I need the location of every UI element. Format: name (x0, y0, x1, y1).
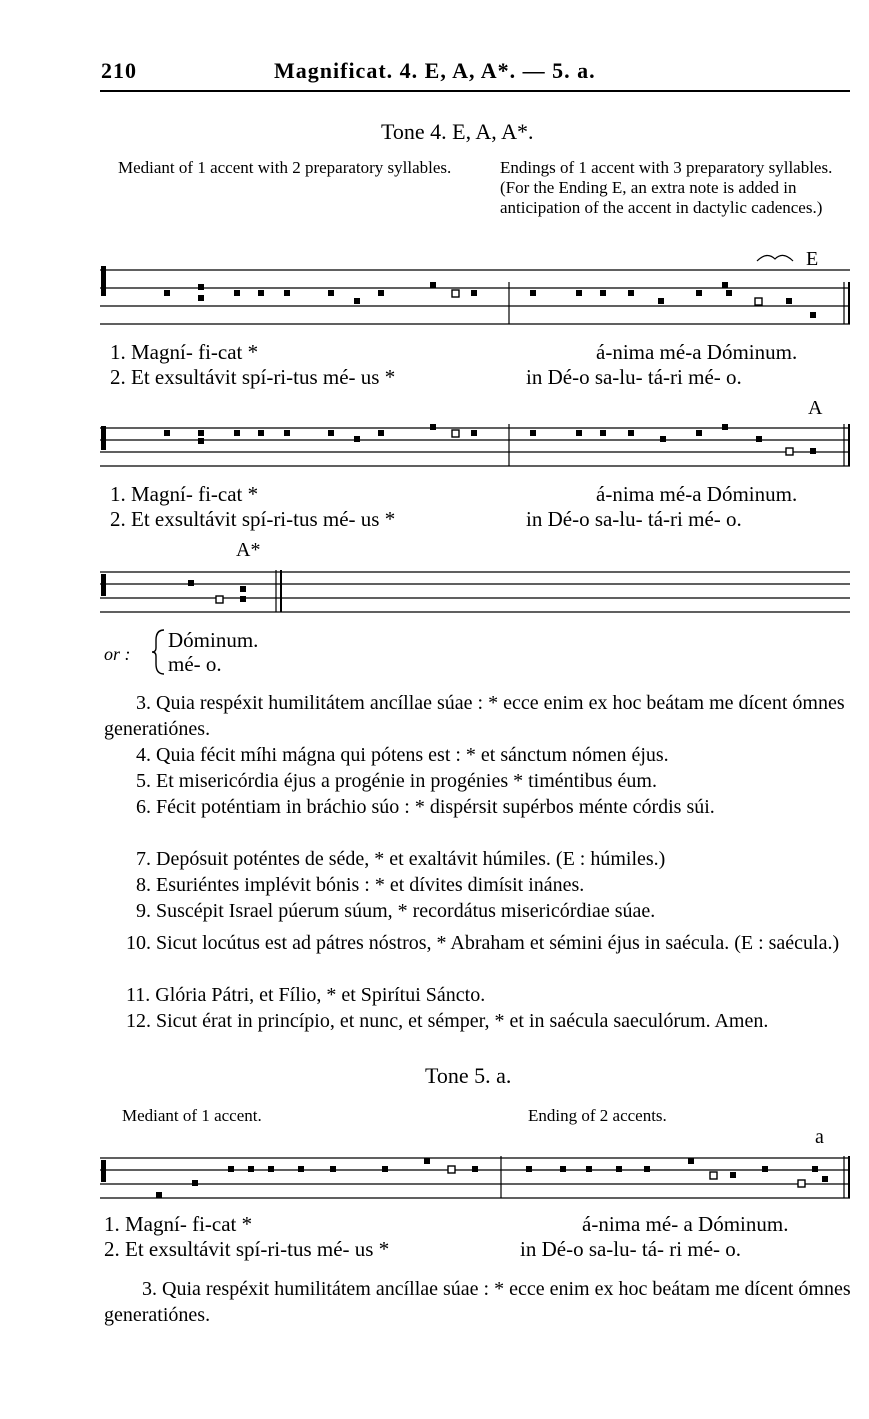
t5-line1-start: 1. Magní- fi-cat * (104, 1212, 253, 1236)
verse-9: 9. Suscépit Israel púerum súum, * recordátus misericórdiae súae. (136, 900, 656, 922)
or-label: or : (104, 644, 131, 664)
verse-4: 4. Quia fécit míhi mágna qui pótens est : * et sánctum nómen éjus. (136, 744, 669, 766)
running-title: Magnificat. 4. E, A, A*. — 5. a. (274, 58, 596, 83)
a-line1-end: á-nima mé-a Dóminum. (596, 482, 798, 506)
tone4-mediant-note: Mediant of 1 accent with 2 preparatory syllables. (118, 158, 452, 177)
ornament-curve-icon (755, 251, 795, 265)
verse-11: 11. Glória Pátri, et Fílio, * et Spirítui Sáncto. (126, 984, 486, 1006)
astar-alt1: Dóminum. (168, 628, 259, 652)
verse-6: 6. Fécit poténtiam in bráchio súo : * dispérsit supérbos ménte córdis súi. (136, 796, 715, 818)
page-number: 210 (101, 58, 137, 83)
staff-ending-astar (100, 566, 852, 616)
verse-5: 5. Et misericórdia éjus a progénie in progénies * timéntibus éum. (136, 770, 657, 792)
t5-line1-end: á-nima mé- a Dóminum. (582, 1212, 789, 1236)
t5-line2-end: in Dé-o sa-lu- tá- ri mé- o. (520, 1237, 742, 1261)
tone4-title: Tone 4. E, A, A*. (381, 119, 534, 144)
verse-3: 3. Quia respéxit humilitátem ancíllae súae : * ecce enim ex hoc beátam me dícent ómnes generatiónes. (104, 692, 845, 740)
header-rule (100, 90, 850, 92)
e-line2-end: in Dé-o sa-lu- tá-ri mé- o. (526, 365, 742, 389)
t5-verse-3: 3. Quia respéxit humilitátem ancíllae súae : * ecce enim ex hoc beátam me dícent ómnes generatiónes. (104, 1278, 851, 1326)
verse-8: 8. Esuriéntes implévit bónis : * et dívites dimísit inánes. (136, 874, 585, 896)
verse-7: 7. Depósuit poténtes de séde, * et exaltávit húmiles. (E : húmiles.) (136, 848, 666, 870)
tone5-mediant-note: Mediant of 1 accent. (122, 1106, 262, 1125)
ending-a-label: A (808, 397, 823, 419)
tone5-title: Tone 5. a. (425, 1063, 512, 1088)
verse-12: 12. Sicut érat in princípio, et nunc, et sémper, * et in saécula saeculórum. Amen. (126, 1010, 769, 1032)
tone5-ending-note: Ending of 2 accents. (528, 1106, 667, 1125)
ending-e-label: E (806, 248, 819, 270)
tone4-ending-note: Endings of 1 accent with 3 preparatory syllables. (For the Ending E, an extra note is added in anticipation of the accent in dactylic cadences.) (500, 158, 833, 217)
ending-astar-label: A* (236, 539, 261, 561)
staff-tone5 (100, 1152, 852, 1202)
t5-line2-start: 2. Et exsultávit spí-ri-tus mé- us * (104, 1237, 390, 1261)
a-line2-start: 2. Et exsultávit spí-ri-tus mé- us * (110, 507, 396, 531)
e-line1-end: á-nima mé-a Dóminum. (596, 340, 798, 364)
e-line2-start: 2. Et exsultávit spí-ri-tus mé- us * (110, 365, 396, 389)
e-line1-start: 1. Magní- fi-cat * (110, 340, 259, 364)
a-line1-start: 1. Magní- fi-cat * (110, 482, 259, 506)
a-line2-end: in Dé-o sa-lu- tá-ri mé- o. (526, 507, 742, 531)
staff-ending-a (100, 422, 852, 470)
ending-a5-label: a (815, 1126, 824, 1148)
verse-10: 10. Sicut locútus est ad pátres nóstros, * Abraham et sémini éjus in saécula. (E : saécula.) (126, 932, 840, 954)
staff-ending-e (100, 264, 852, 326)
astar-alt2: mé- o. (168, 652, 222, 676)
brace-icon (150, 628, 166, 676)
